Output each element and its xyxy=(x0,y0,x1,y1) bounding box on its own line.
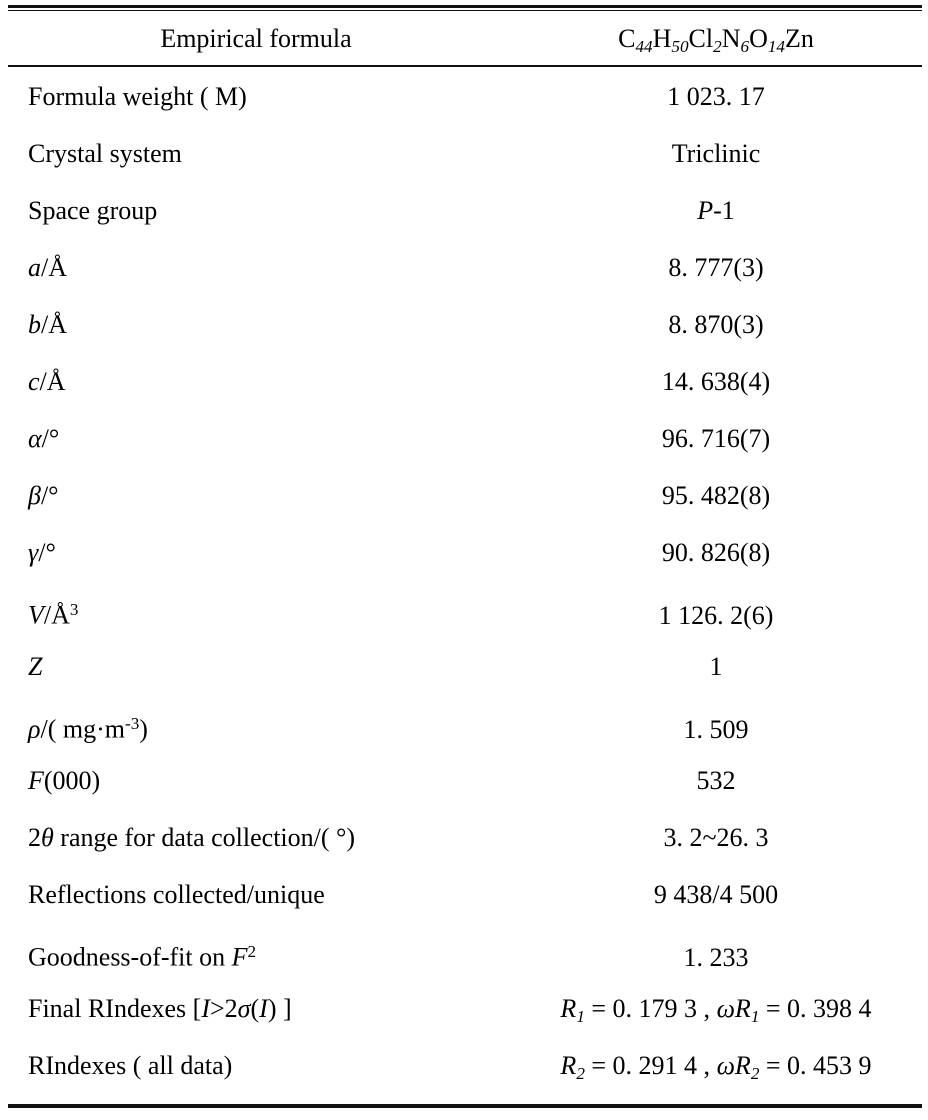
table-row xyxy=(0,980,928,1037)
row-label: Crystal system xyxy=(28,139,182,168)
row-value: 1. 509 xyxy=(683,714,749,744)
row-label: Space group xyxy=(28,196,158,225)
row-value: 8. 777(3) xyxy=(668,253,764,282)
row-label: b/Å xyxy=(28,310,67,339)
row-value: 532 xyxy=(696,766,736,795)
table-row xyxy=(0,866,928,923)
row-label: Formula weight ( M) xyxy=(28,82,247,111)
table-row xyxy=(0,581,928,638)
row-value: Triclinic xyxy=(671,139,761,168)
row-value: 95. 482(8) xyxy=(661,481,771,510)
table-row xyxy=(0,638,928,695)
table-row xyxy=(0,353,928,410)
row-label: α/° xyxy=(28,424,60,453)
row-label: γ/° xyxy=(28,538,56,567)
row-value: $R_1 = 0$. 179 3 , $\omega R_1 = 0$. 398 4 xyxy=(560,994,872,1026)
row-value: 9 438/4 500 xyxy=(653,880,779,909)
row-value: 14. 638(4) xyxy=(661,367,771,396)
row-label: Z xyxy=(28,652,43,681)
table-top-rule-thin xyxy=(8,10,922,11)
row-value: P-1 xyxy=(697,196,735,225)
table-row xyxy=(0,695,928,752)
row-label: a/Å xyxy=(28,253,67,282)
table-row xyxy=(0,296,928,353)
table-header-row xyxy=(0,12,928,65)
table-row xyxy=(0,923,928,980)
row-label: Goodness-of-fit on $F^2$ xyxy=(28,942,257,972)
table-bottom-rule xyxy=(8,1104,922,1108)
table-top-rule-thick xyxy=(8,5,922,8)
table-row xyxy=(0,125,928,182)
row-label: Final RIndexes [I>2σ(I) ] xyxy=(28,994,292,1023)
row-label: RIndexes ( all data) xyxy=(28,1051,233,1080)
row-label: 2θ range for data collection/( °) xyxy=(28,823,356,852)
row-label: Reflections collected/unique xyxy=(28,880,325,909)
row-value: $R_2 = 0$. 291 4 , $\omega R_2 = 0$. 453 9 xyxy=(560,1051,872,1083)
row-value: 1 xyxy=(709,652,723,681)
table-row xyxy=(0,752,928,809)
table-body xyxy=(0,68,928,1094)
row-value: 96. 716(7) xyxy=(661,424,771,453)
table-header-rule xyxy=(8,65,922,67)
row-label: F(000) xyxy=(28,766,101,795)
row-value: 90. 826(8) xyxy=(661,538,771,567)
row-label: β/° xyxy=(28,481,59,510)
table-row xyxy=(0,524,928,581)
header-value-empirical-formula: $C_{44}H_{50}Cl_2N_6O_{14}Zn$ xyxy=(618,24,814,56)
table-row xyxy=(0,68,928,125)
table-row xyxy=(0,239,928,296)
row-value: 1. 233 xyxy=(683,942,749,972)
table-row xyxy=(0,182,928,239)
row-value: 8. 870(3) xyxy=(668,310,764,339)
row-label: c/Å xyxy=(28,367,66,396)
row-value: 1 023. 17 xyxy=(667,82,765,111)
table-row xyxy=(0,809,928,866)
row-label: $V/Å^3$ xyxy=(28,600,79,630)
table-row xyxy=(0,410,928,467)
table-row xyxy=(0,467,928,524)
header-label-empirical-formula: Empirical formula xyxy=(160,24,352,53)
row-label: ρ/( $mg\cdot m^{-3}$) xyxy=(28,714,148,744)
row-value: 1 126. 2(6) xyxy=(658,600,774,630)
table-row xyxy=(0,1037,928,1094)
row-value: 3. 2~26. 3 xyxy=(663,823,769,852)
